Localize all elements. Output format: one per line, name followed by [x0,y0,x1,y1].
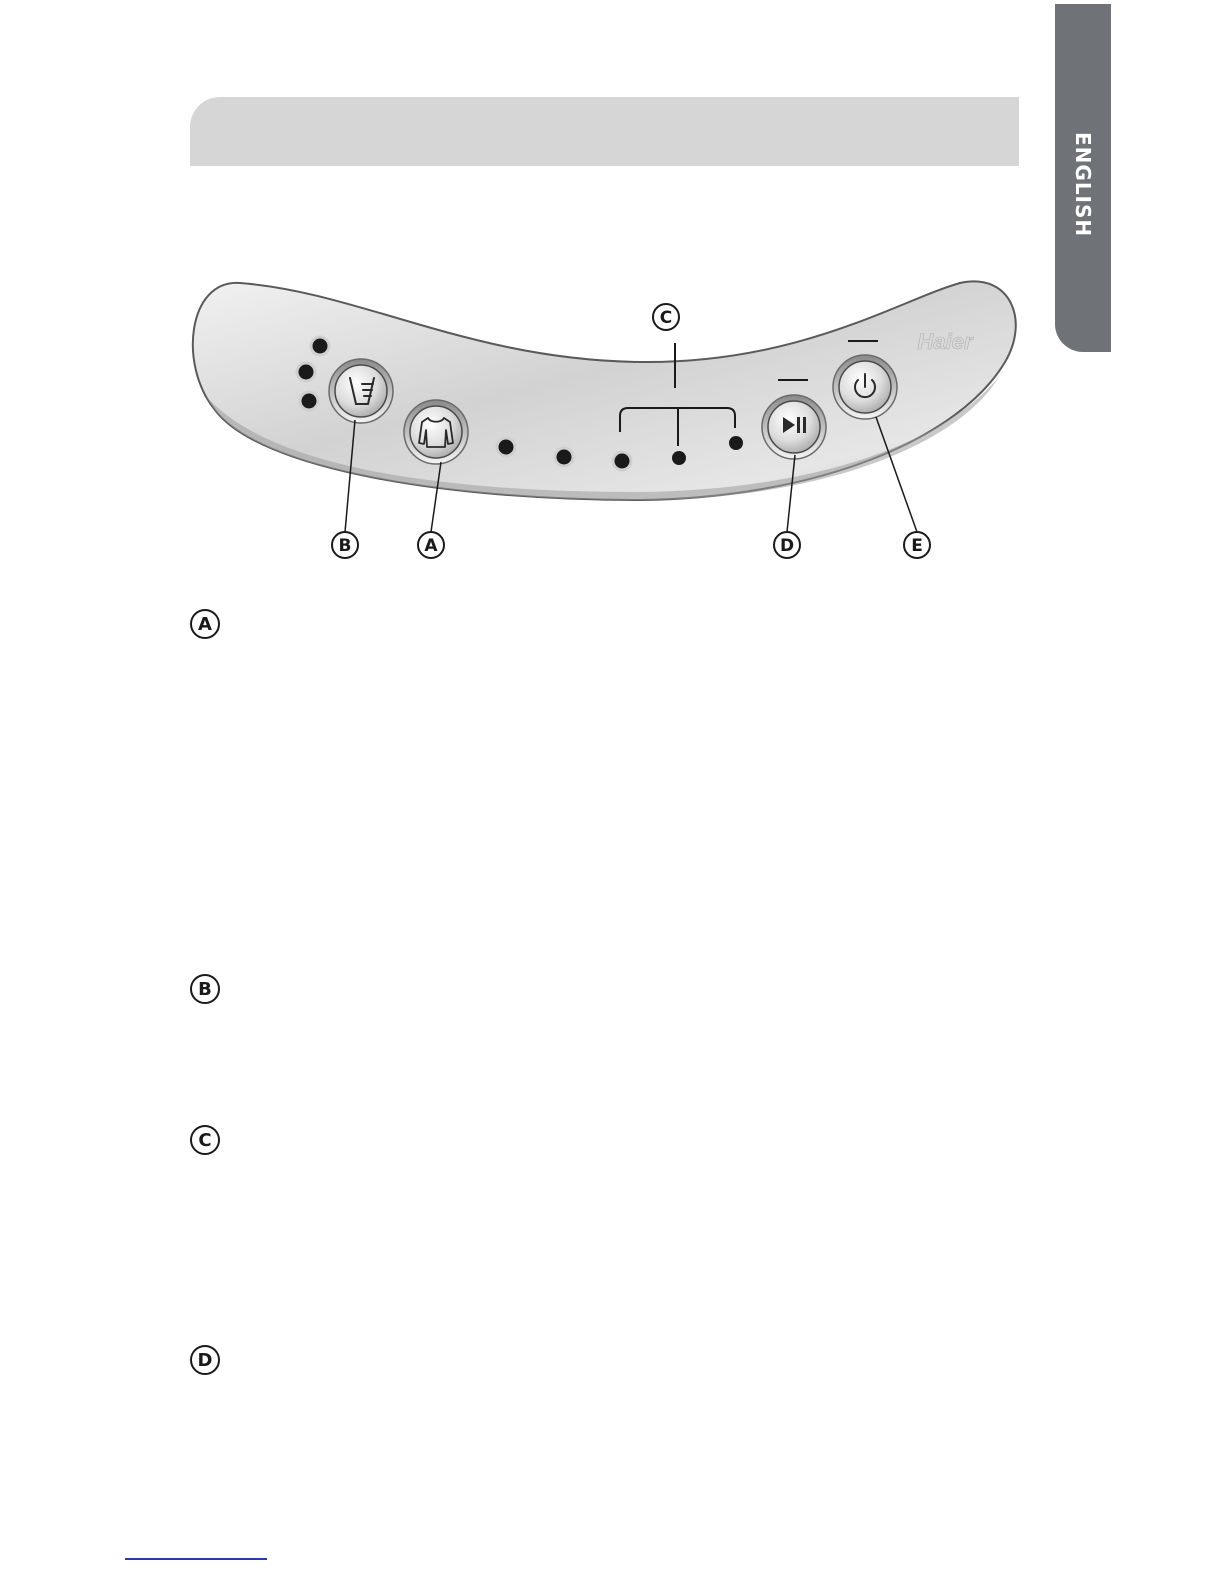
svg-text:B: B [338,536,352,556]
program-led-1 [497,438,515,456]
svg-text:A: A [424,536,438,556]
water-level-led-high [311,337,329,355]
control-panel-illustration [0,0,1224,600]
svg-text:E: E [911,536,923,556]
program-led-3 [613,452,631,470]
water-level-led-low [300,392,318,410]
water-level-led-medium [297,363,315,381]
wash-program-button[interactable] [404,400,468,464]
section-marker-b: B [190,974,220,1004]
section-marker-c: C [190,1125,220,1155]
section-marker-a: A [190,609,220,639]
water-level-button[interactable] [329,359,393,423]
callout-d [774,532,800,558]
callout-b [332,532,358,558]
language-tab-label: ENGLISH [1071,132,1095,238]
svg-text:C: C [659,308,673,328]
program-led-5 [729,436,743,450]
callout-c [653,304,679,330]
callout-e [904,532,930,558]
program-led-2 [555,448,573,466]
section-marker-d: D [190,1345,220,1375]
brand-logo: Haier [917,329,973,354]
svg-text:D: D [779,536,795,556]
program-led-4 [672,451,686,465]
callout-a [418,532,444,558]
footer-link-underline [125,1558,267,1560]
